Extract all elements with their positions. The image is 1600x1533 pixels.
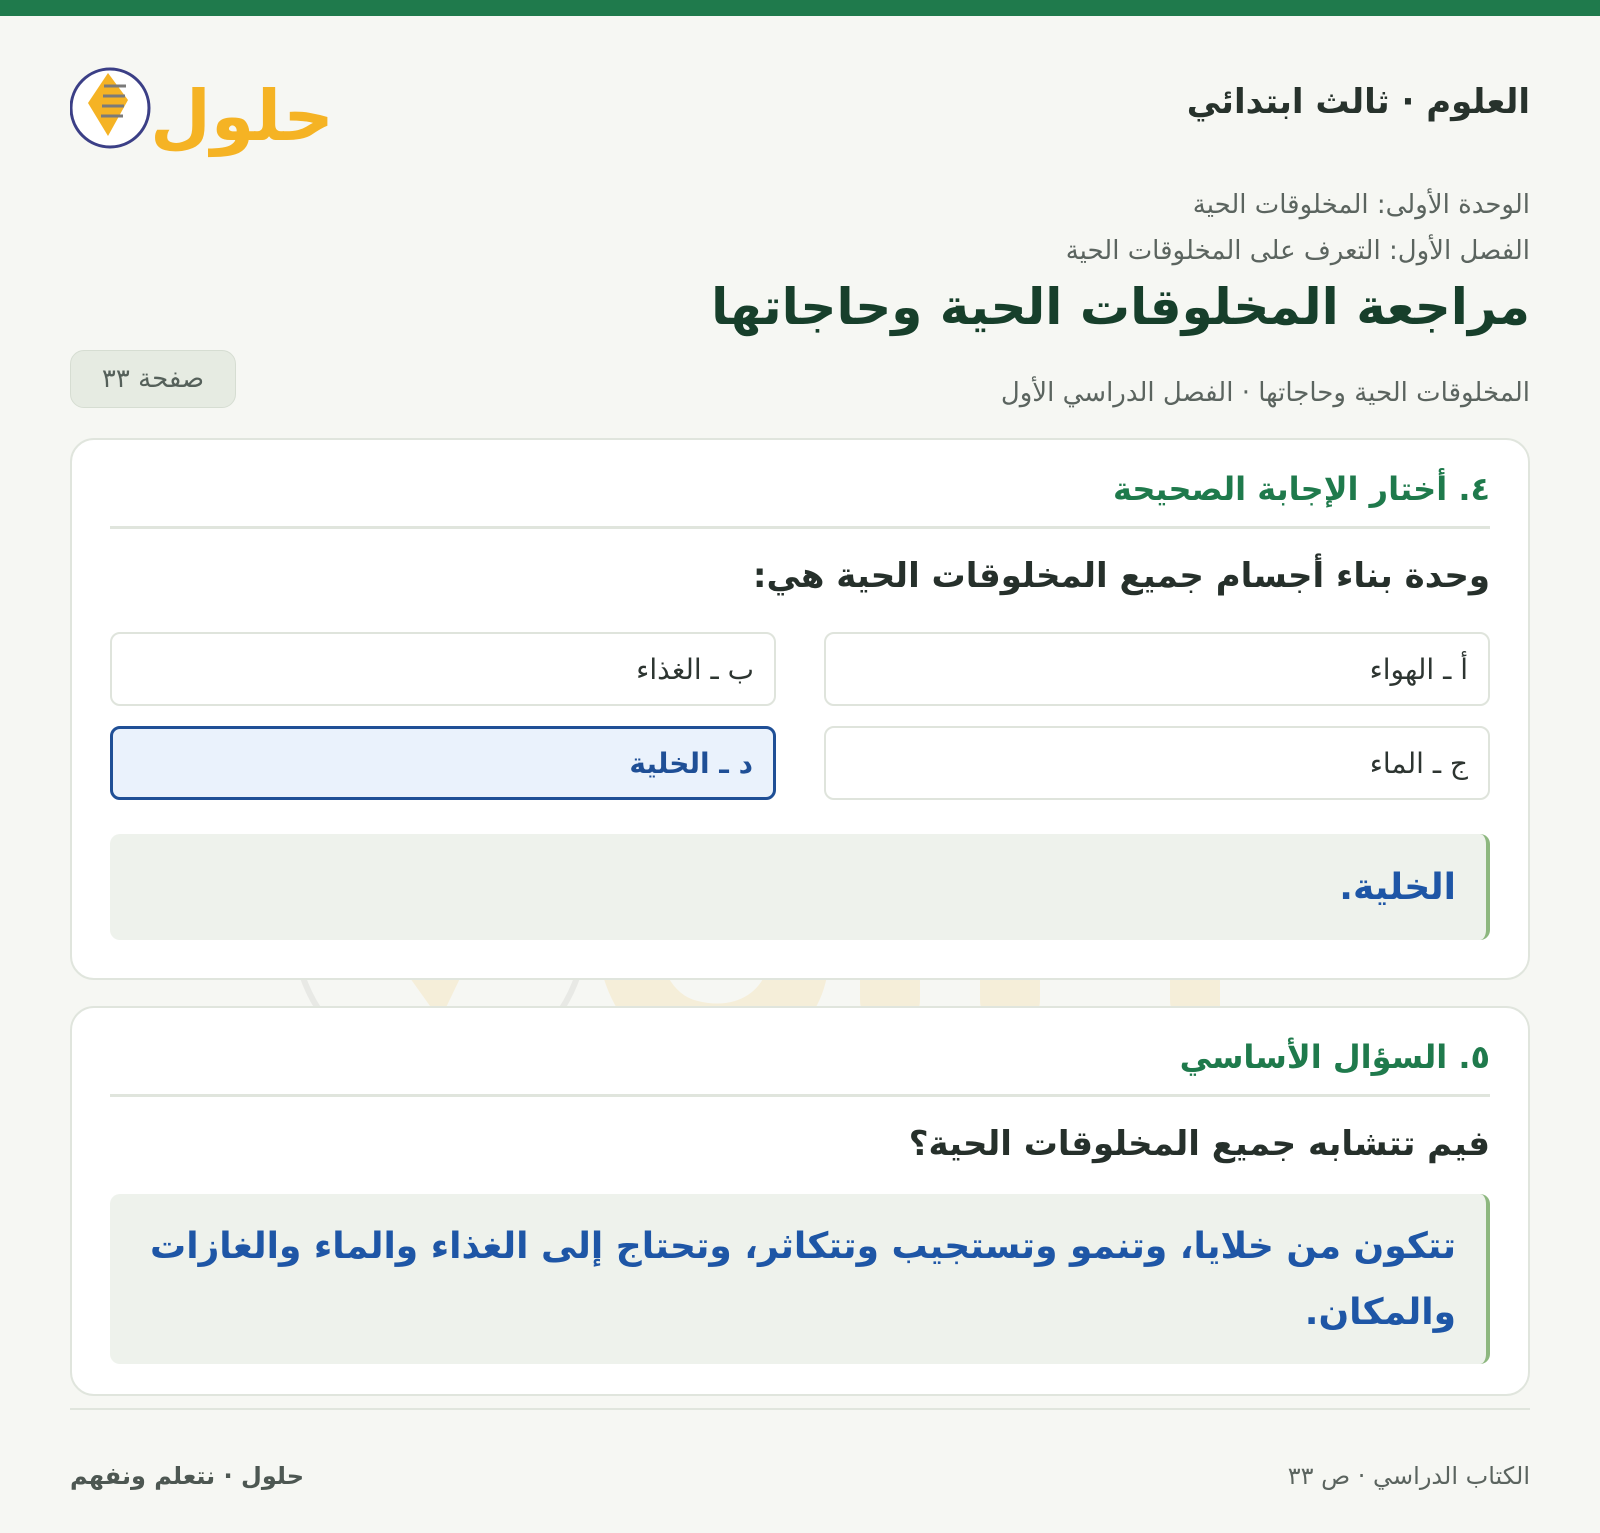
- breadcrumb: المخلوقات الحية وحاجاتها · الفصل الدراسي الأول: [1000, 378, 1530, 408]
- option-b[interactable]: ب ـ الغذاء: [110, 632, 776, 706]
- chapter-label: الفصل الأول: التعرف على المخلوقات الحية: [1065, 236, 1530, 266]
- answer-box: تتكون من خلايا، وتنمو وتستجيب وتتكاثر، وتحتاج إلى الغذاء والماء والغازات والمكان.: [110, 1194, 1490, 1364]
- lesson-title: مراجعة المخلوقات الحية وحاجاتها: [711, 278, 1530, 336]
- option-a[interactable]: أ ـ الهواء: [824, 632, 1490, 706]
- logo-graphic: [70, 48, 340, 158]
- footer-source: الكتاب الدراسي · ص ٣٣: [1287, 1462, 1530, 1490]
- option-c[interactable]: ج ـ الماء: [824, 726, 1490, 800]
- footer-brand: حلول · نتعلم ونفهم: [70, 1462, 304, 1490]
- footer-divider: [70, 1408, 1530, 1410]
- svg-text:حلول: حلول: [150, 75, 334, 157]
- question-heading: ٤. أختار الإجابة الصحيحة: [110, 470, 1490, 529]
- top-accent-bar: [0, 0, 1600, 16]
- question-card-5: [70, 1006, 1530, 1396]
- question-text: فيم تتشابه جميع المخلوقات الحية؟: [908, 1124, 1490, 1164]
- page: [70, 16, 1530, 1533]
- subject-title: العلوم · ثالث ابتدائي: [1186, 82, 1530, 122]
- unit-label: الوحدة الأولى: المخلوقات الحية: [1192, 190, 1530, 220]
- question-text: وحدة بناء أجسام جميع المخلوقات الحية هي:: [752, 556, 1490, 596]
- hulul-logo[interactable]: [70, 48, 340, 158]
- page-number-badge: صفحة ٣٣: [70, 350, 236, 408]
- question-heading: ٥. السؤال الأساسي: [110, 1038, 1490, 1097]
- header: [70, 16, 1530, 166]
- option-d-selected[interactable]: د ـ الخلية: [110, 726, 776, 800]
- answer-box: الخلية.: [110, 834, 1490, 940]
- question-card-4: [70, 438, 1530, 980]
